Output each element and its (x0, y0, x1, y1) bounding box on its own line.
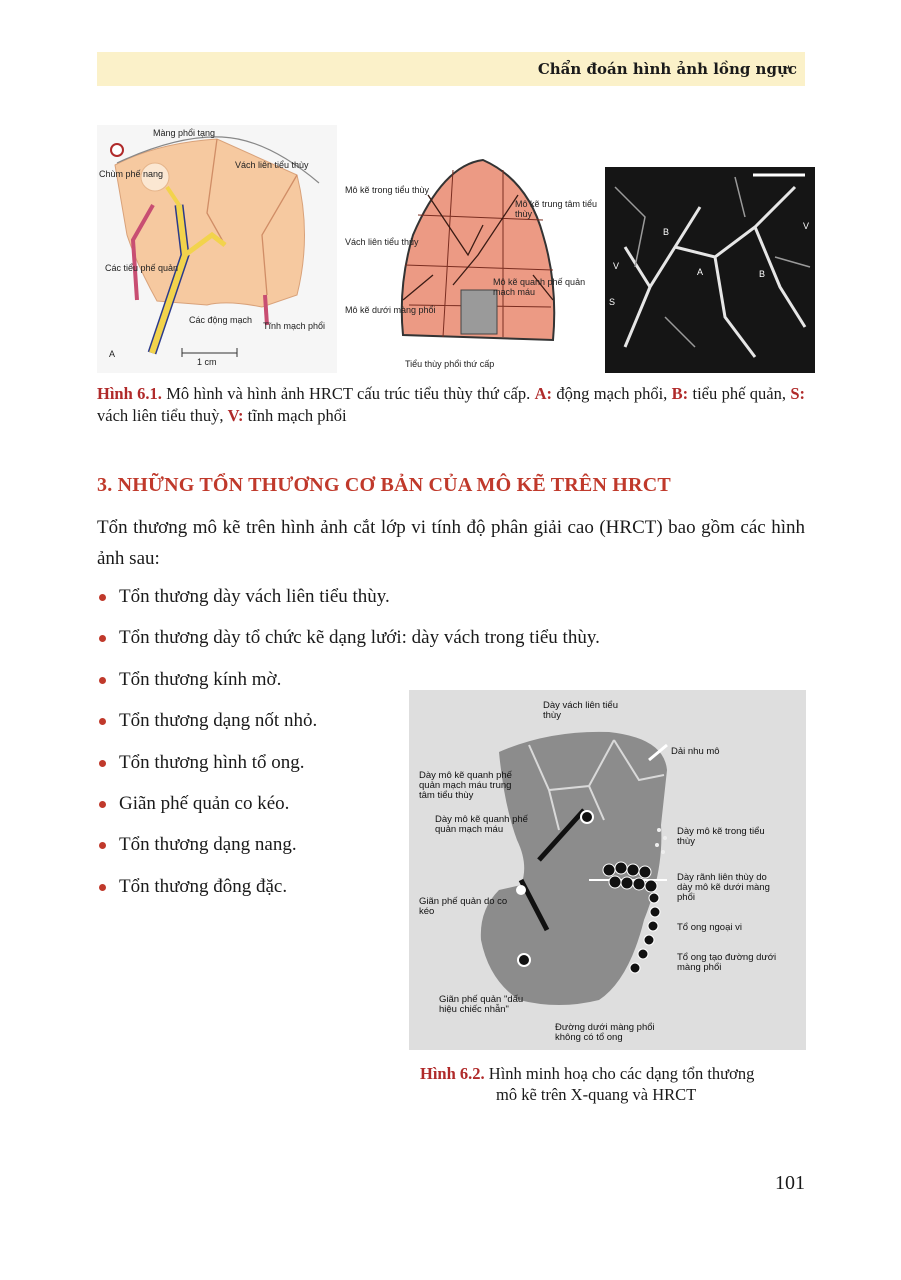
label-visceral-pleura: Màng phổi tạng (153, 128, 216, 138)
bullet-icon (99, 594, 106, 601)
label-ct-b1: B (663, 227, 670, 237)
label-peribronchovascular: Mô kẽ quanh phế quản mạch máu (493, 277, 586, 297)
figure-6-2-lesion-diagram (409, 690, 806, 1050)
caption-2-line2: mô kẽ trên X-quang và HRCT (496, 1085, 697, 1104)
page-number: 101 (775, 1172, 805, 1194)
label-panel-a: A (109, 349, 116, 359)
label-intralobular-interstitium: Mô kẽ trong tiểu thùy (345, 185, 430, 195)
lobule-diagram-panel-a (97, 125, 337, 373)
label-septum: Vách liên tiểu thùy (345, 237, 419, 247)
list-item-text: Tổn thương dạng nang. (119, 834, 297, 856)
label-secondary-lobule: Tiểu thùy phổi thứ cấp (405, 359, 495, 369)
label-pulmonary-vein: Tĩnh mạch phổi (263, 321, 326, 331)
caption-key-a: A: (534, 384, 553, 403)
label-peribronchovascular-thickening: Dày mô kẽ quanh phế quản mạch máu (435, 814, 528, 835)
figure-6-2-caption (420, 1063, 805, 1105)
list-item (97, 582, 600, 623)
bullet-icon (99, 760, 106, 767)
list-item-text: Tổn thương hình tổ ong. (119, 751, 305, 773)
label-ct-a: A (697, 267, 704, 277)
list-item-text: Tổn thương dày vách liên tiểu thùy. (119, 586, 390, 607)
running-header (97, 52, 805, 86)
caption-label: Hình 6.1. (97, 384, 162, 403)
label-ct-b2: B (759, 269, 766, 279)
bullet-icon (99, 635, 106, 642)
figure-6-1-caption (97, 383, 805, 427)
caption-text: Mô hình và hình ảnh HRCT cấu trúc tiểu thùy thứ cấp. (161, 384, 535, 403)
caption-2-label: Hình 6.2. (420, 1064, 485, 1083)
label-peripheral-honeycombing: Tổ ong ngoại vi (677, 922, 742, 933)
label-ct-v2: V (803, 221, 810, 231)
label-subpleural-line: Đường dưới màng phổi không có tổ ong (555, 1022, 655, 1043)
caption-text-v: tĩnh mạch phổi (243, 406, 347, 425)
bullet-icon (99, 884, 106, 891)
list-item-text: Tổn thương đông đặc. (119, 875, 288, 897)
intro-paragraph: Tổn thương mô kẽ trên hình ảnh cắt lớp vi tính độ phân giải cao (HRCT) bao gồm các hình ảnh sau: (97, 517, 805, 569)
caption-key-s: S: (790, 384, 805, 403)
list-item-text: Tổn thương kính mờ. (119, 668, 282, 690)
label-ct-v1: V (613, 261, 620, 271)
bullet-icon (99, 718, 106, 725)
list-item-text: Tổn thương dày tổ chức kẽ dạng lưới: dày vách trong tiểu thùy. (119, 627, 600, 649)
label-centrilobular-thickening: Dày mô kẽ quanh phế quản mạch máu trung tâm tiểu thùy (419, 770, 512, 801)
label-scale: 1 cm (197, 357, 217, 367)
label-arteries: Các động mạch (189, 315, 253, 325)
caption-text-a: động mạch phổi, (552, 384, 672, 403)
caption-text-s: vách liên tiểu thuỳ, (97, 406, 228, 425)
list-item-text: Giãn phế quản co kéo. (119, 792, 290, 814)
label-interlobular-septum: Vách liên tiểu thùy (235, 160, 309, 170)
bullet-icon (99, 801, 106, 808)
hrct-image-panel-c (605, 167, 815, 373)
label-parenchymal-band: Dải nhu mô (671, 746, 720, 757)
label-centrilobular-interstitium: Mô kẽ trung tâm tiểu thùy (515, 199, 598, 219)
caption-key-v: V: (227, 406, 244, 425)
label-intralobular-thickening: Dày mô kẽ trong tiểu thùy (677, 826, 765, 847)
label-honeycomb-subpleural-line: Tổ ong tạo đường dưới màng phổi (677, 952, 777, 973)
lung-interstitium-diagram-panel-b (343, 125, 599, 373)
caption-key-b: B: (671, 384, 689, 403)
list-item-text: Tổn thương dạng nốt nhỏ. (119, 710, 318, 732)
label-bronchioles: Các tiểu phế quản (105, 263, 179, 273)
header-title: Chẩn đoán hình ảnh lồng ngực (537, 60, 797, 78)
label-subpleural: Mô kẽ dưới màng phổi (345, 305, 436, 315)
bullet-icon (99, 677, 106, 684)
section-heading: 3. NHỮNG TỔN THƯƠNG CƠ BẢN CỦA MÔ KẼ TRÊN HRCT (97, 474, 671, 496)
label-septal-thickening-1: Dày vách liên tiểu thùy (543, 700, 618, 721)
figure-6-1 (97, 125, 817, 375)
label-fissural-thickening: Dày rãnh liên thùy do dày mô kẽ dưới màng phổi (677, 872, 770, 903)
bullet-icon (99, 842, 106, 849)
caption-text-b: tiểu phế quản, (688, 384, 791, 403)
caption-2-line1: Hình minh hoạ cho các dạng tổn thương (484, 1064, 755, 1083)
label-traction-bronchiectasis: Giãn phế quản do co kéo (419, 896, 508, 917)
label-signet-ring: Giãn phế quản "dấu hiệu chiếc nhẫn" (439, 994, 524, 1015)
label-acinus: Chùm phế nang (99, 169, 164, 179)
label-ct-s: S (609, 297, 616, 307)
list-item (97, 623, 600, 664)
